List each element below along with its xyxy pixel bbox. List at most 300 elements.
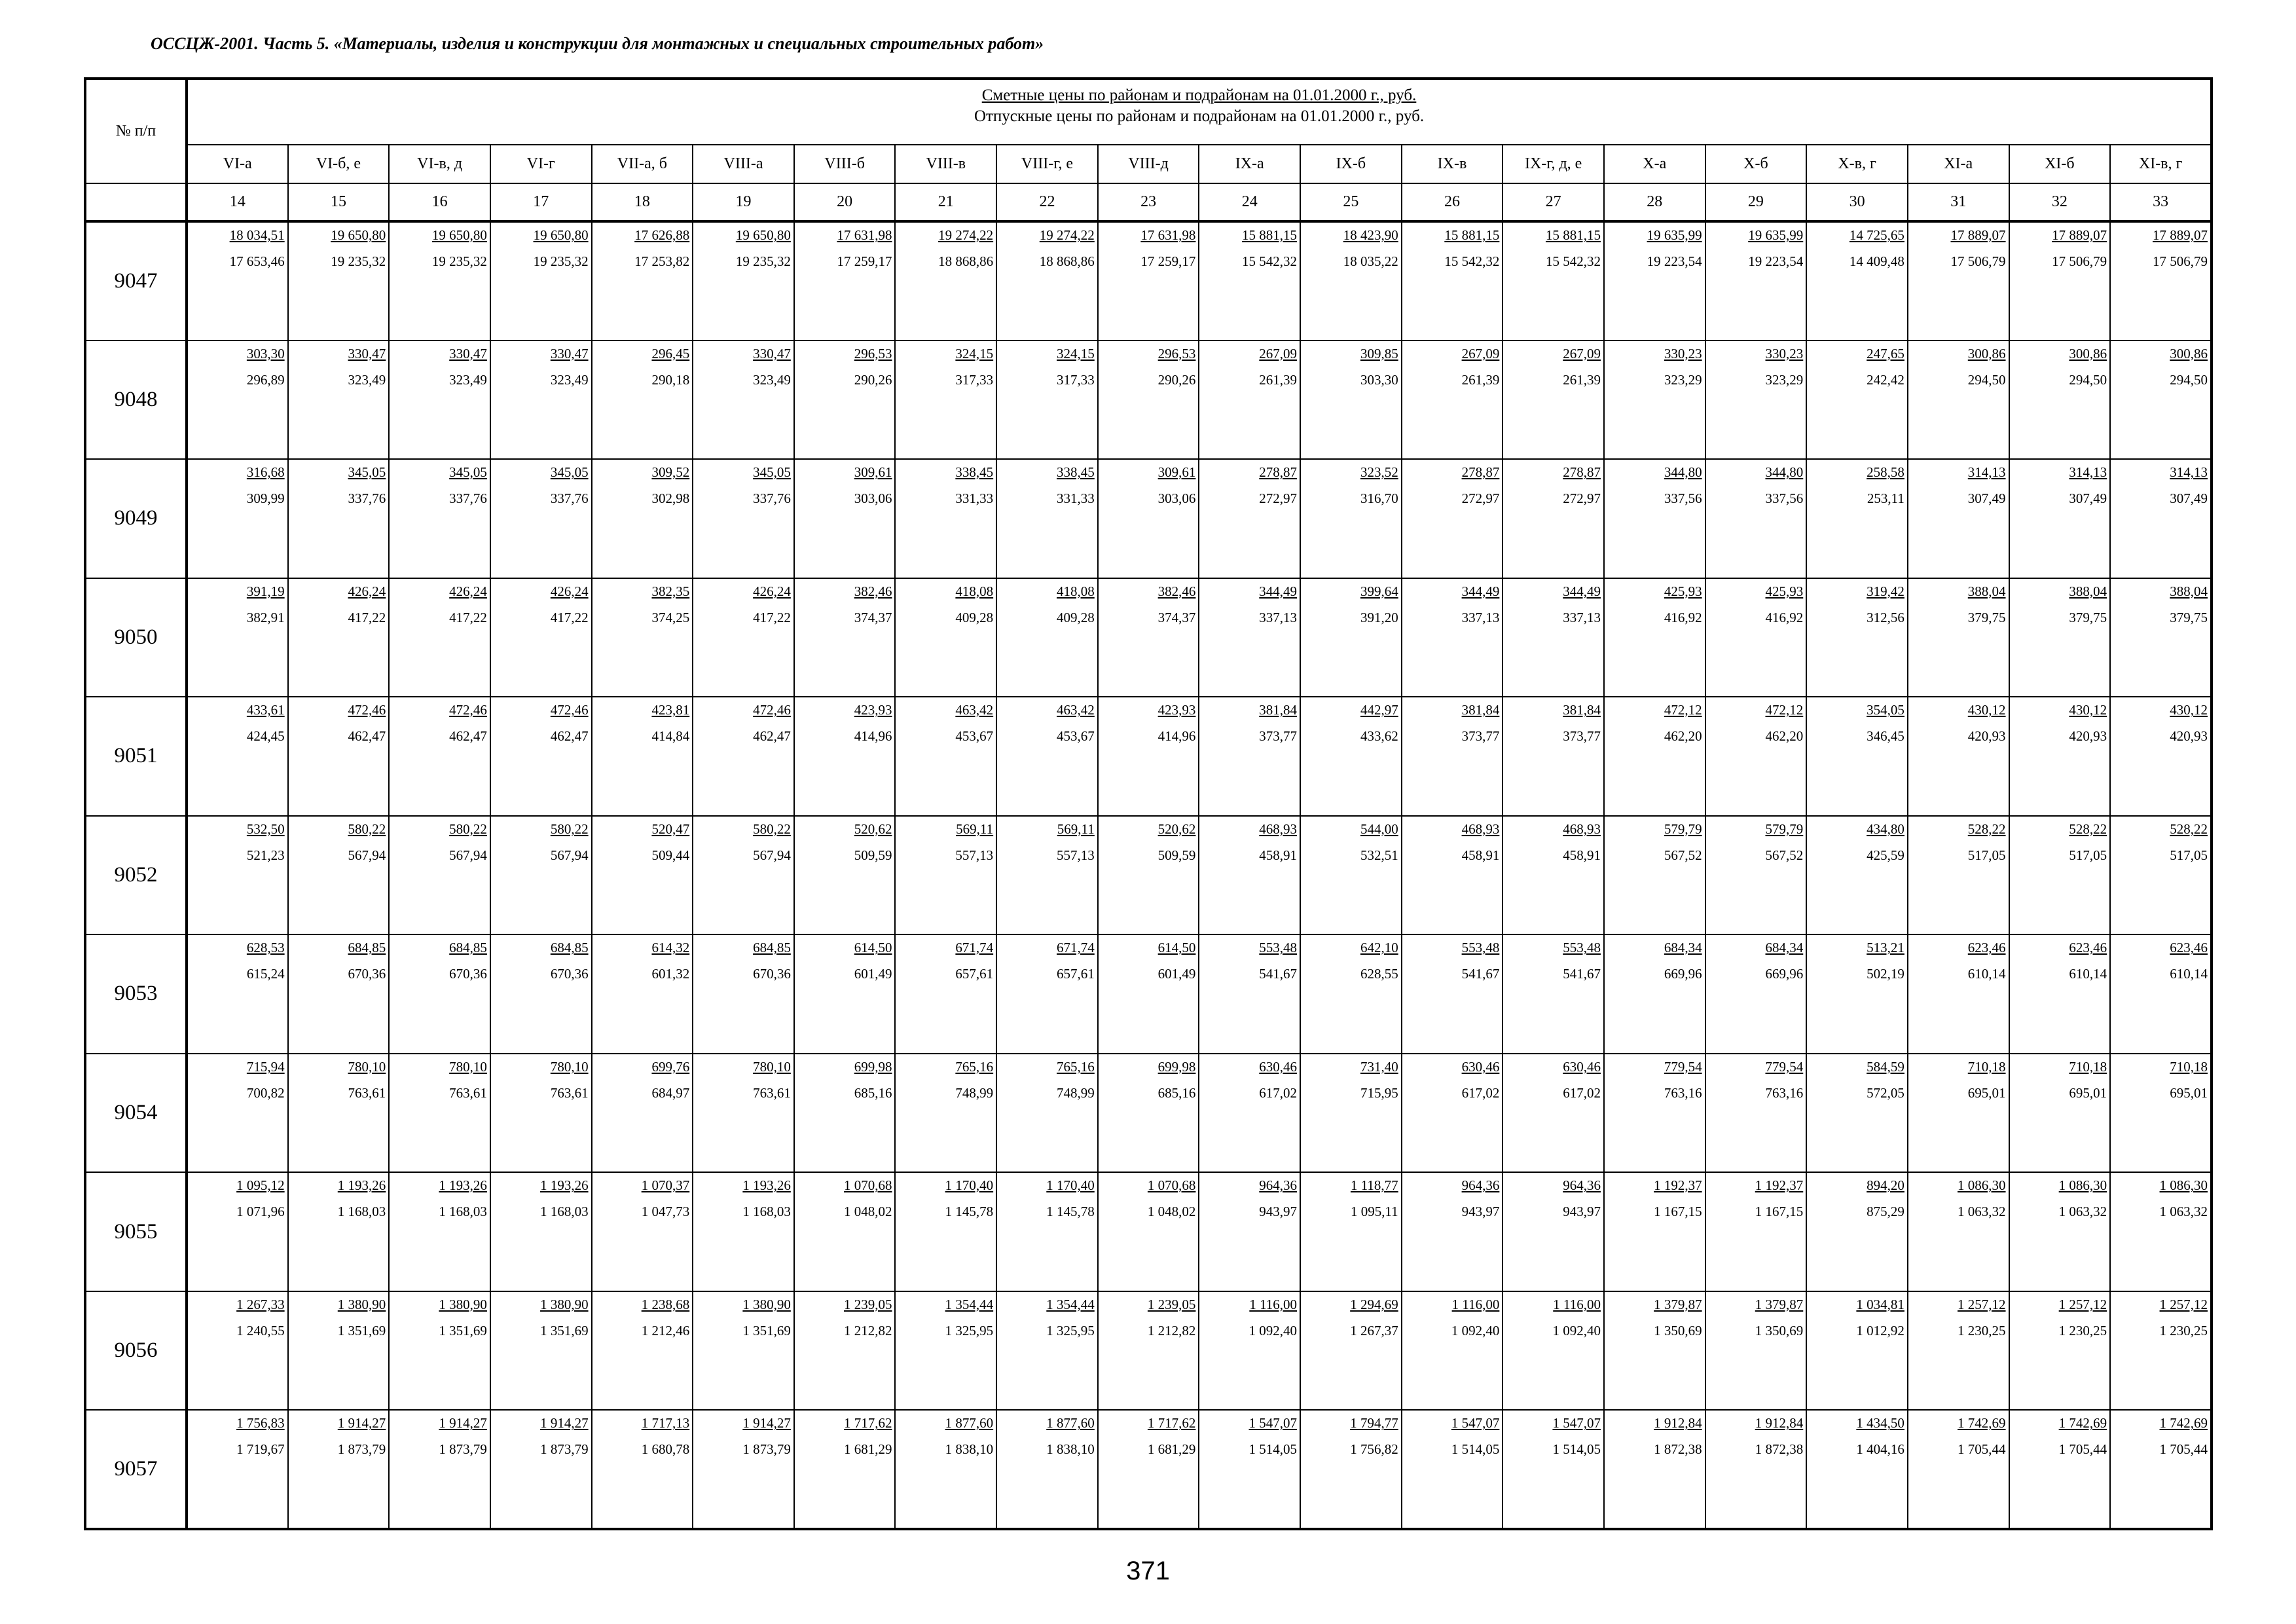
price-cell xyxy=(794,341,896,460)
price-cell xyxy=(2009,1172,2111,1291)
price-cell xyxy=(592,1410,693,1529)
price-cell xyxy=(1604,1291,1705,1411)
table-row xyxy=(85,1291,2212,1411)
price-cell xyxy=(1402,221,1503,341)
estimate-price: 684,85 xyxy=(449,940,487,956)
region-header: VI-в, д xyxy=(389,145,490,183)
estimate-price: 780,10 xyxy=(753,1058,791,1075)
release-price: 379,75 xyxy=(1967,609,2006,625)
release-price: 290,26 xyxy=(854,371,892,388)
price-cell xyxy=(389,1410,490,1529)
estimate-price: 1 794,77 xyxy=(1350,1415,1398,1431)
estimate-price: 1 379,87 xyxy=(1654,1296,1702,1312)
release-price: 1 240,55 xyxy=(236,1322,285,1338)
estimate-price: 316,68 xyxy=(246,464,285,481)
release-price: 541,67 xyxy=(1259,966,1298,982)
release-price: 309,99 xyxy=(246,490,285,507)
estimate-price: 19 274,22 xyxy=(938,227,994,243)
column-number: 29 xyxy=(1705,183,1807,221)
price-cell xyxy=(1705,816,1807,935)
price-cell xyxy=(187,459,288,578)
estimate-price: 19 635,99 xyxy=(1647,227,1702,243)
release-price: 763,61 xyxy=(348,1084,386,1101)
release-price: 374,37 xyxy=(1157,609,1196,625)
price-cell xyxy=(1705,459,1807,578)
release-price: 670,36 xyxy=(550,966,589,982)
price-cell xyxy=(490,1172,592,1291)
estimate-price: 17 889,07 xyxy=(2153,227,2208,243)
price-cell xyxy=(2009,459,2111,578)
estimate-price: 426,24 xyxy=(753,583,791,599)
estimate-price: 19 650,80 xyxy=(431,227,487,243)
release-price: 1 092,40 xyxy=(1451,1322,1500,1338)
price-cell xyxy=(1402,578,1503,697)
release-price: 657,61 xyxy=(955,966,994,982)
estimate-price: 345,05 xyxy=(449,464,487,481)
price-cell xyxy=(1705,1054,1807,1173)
release-price: 331,33 xyxy=(955,490,994,507)
price-cell xyxy=(1402,1054,1503,1173)
estimate-price: 528,22 xyxy=(2170,821,2208,837)
release-price: 1 092,40 xyxy=(1552,1322,1601,1338)
table-row xyxy=(85,1054,2212,1173)
price-cell xyxy=(1199,459,1300,578)
price-cell xyxy=(1705,578,1807,697)
release-price: 943,97 xyxy=(1461,1204,1500,1220)
price-cell xyxy=(1705,1172,1807,1291)
price-cell xyxy=(2110,697,2212,816)
price-cell xyxy=(996,221,1098,341)
release-price: 1 351,69 xyxy=(742,1322,791,1338)
price-cell xyxy=(1908,459,2009,578)
price-cell xyxy=(1705,221,1807,341)
release-price: 303,06 xyxy=(1157,490,1196,507)
price-cell xyxy=(288,816,390,935)
release-price: 684,97 xyxy=(651,1084,690,1101)
estimate-price: 630,46 xyxy=(1461,1058,1500,1075)
price-cell xyxy=(288,578,390,697)
estimate-price: 1 877,60 xyxy=(945,1415,994,1431)
release-price: 1 705,44 xyxy=(1958,1441,2006,1458)
release-price: 517,05 xyxy=(2069,847,2107,863)
release-price: 307,49 xyxy=(2069,490,2107,507)
estimate-price: 423,93 xyxy=(854,702,892,718)
estimate-price: 614,32 xyxy=(651,940,690,956)
price-cell xyxy=(1806,1172,1908,1291)
price-cell xyxy=(2110,221,2212,341)
release-price: 458,91 xyxy=(1259,847,1298,863)
price-cell xyxy=(1402,1410,1503,1529)
release-price: 462,47 xyxy=(348,728,386,745)
release-price: 670,36 xyxy=(348,966,386,982)
release-price: 307,49 xyxy=(2170,490,2208,507)
release-price: 695,01 xyxy=(2069,1084,2107,1101)
estimate-price: 434,80 xyxy=(1867,821,1904,837)
release-price: 379,75 xyxy=(2170,609,2208,625)
price-cell xyxy=(490,1410,592,1529)
price-cell xyxy=(592,1172,693,1291)
price-cell xyxy=(1604,578,1705,697)
price-cell xyxy=(996,934,1098,1054)
release-price: 272,97 xyxy=(1461,490,1500,507)
release-price: 424,45 xyxy=(246,728,285,745)
release-price: 462,47 xyxy=(449,728,487,745)
estimate-price: 382,46 xyxy=(854,583,892,599)
price-cell xyxy=(1503,1291,1604,1411)
price-cell xyxy=(1098,1291,1199,1411)
release-price: 1 838,10 xyxy=(945,1441,994,1458)
estimate-price: 1 170,40 xyxy=(1046,1177,1095,1194)
release-price: 458,91 xyxy=(1461,847,1500,863)
price-cell xyxy=(1199,1054,1300,1173)
estimate-price: 468,93 xyxy=(1259,821,1298,837)
price-cell xyxy=(389,221,490,341)
estimate-price: 19 650,80 xyxy=(331,227,386,243)
row-number: 9055 xyxy=(85,1172,187,1291)
estimate-price: 330,23 xyxy=(1664,345,1702,361)
price-cell xyxy=(1503,816,1604,935)
price-cell xyxy=(1908,697,2009,816)
price-cell xyxy=(1300,1410,1402,1529)
release-price: 1 680,78 xyxy=(641,1441,690,1458)
release-price: 17 506,79 xyxy=(1950,253,2006,269)
price-cell xyxy=(389,341,490,460)
price-cell xyxy=(1604,1172,1705,1291)
estimate-price: 15 881,15 xyxy=(1545,227,1601,243)
release-price: 462,47 xyxy=(753,728,791,745)
price-cell xyxy=(794,578,896,697)
price-cell xyxy=(592,341,693,460)
price-cell xyxy=(2110,459,2212,578)
release-price: 1 095,11 xyxy=(1350,1204,1398,1220)
price-cell xyxy=(794,221,896,341)
price-cell xyxy=(1199,1172,1300,1291)
price-cell xyxy=(895,1172,996,1291)
release-price: 15 542,32 xyxy=(1444,253,1500,269)
release-price: 323,49 xyxy=(449,371,487,388)
price-cell xyxy=(187,578,288,697)
estimate-price: 278,87 xyxy=(1563,464,1601,481)
price-cell xyxy=(2009,1291,2111,1411)
estimate-price: 1 354,44 xyxy=(1046,1296,1095,1312)
estimate-price: 671,74 xyxy=(955,940,994,956)
price-cell xyxy=(1908,1410,2009,1529)
release-price: 567,94 xyxy=(550,847,589,863)
price-cell xyxy=(1908,341,2009,460)
release-price: 19 235,32 xyxy=(533,253,589,269)
estimate-price: 267,09 xyxy=(1259,345,1298,361)
estimate-price: 684,85 xyxy=(753,940,791,956)
release-price: 763,16 xyxy=(1664,1084,1702,1101)
price-cell xyxy=(794,697,896,816)
release-price: 1 873,79 xyxy=(337,1441,386,1458)
price-cell xyxy=(1098,1172,1199,1291)
price-cell xyxy=(1503,221,1604,341)
table-row xyxy=(85,1410,2212,1529)
price-cell xyxy=(996,1172,1098,1291)
release-price: 409,28 xyxy=(1057,609,1095,625)
price-cell xyxy=(1705,934,1807,1054)
release-price: 458,91 xyxy=(1563,847,1601,863)
column-number: 16 xyxy=(389,183,490,221)
estimate-price: 1 756,83 xyxy=(236,1415,285,1431)
release-price: 685,16 xyxy=(1157,1084,1196,1101)
estimate-price: 300,86 xyxy=(1967,345,2006,361)
price-cell xyxy=(1806,934,1908,1054)
release-price: 567,94 xyxy=(753,847,791,863)
estimate-price: 584,59 xyxy=(1867,1058,1904,1075)
release-price: 294,50 xyxy=(2170,371,2208,388)
release-price: 417,22 xyxy=(449,609,487,625)
row-number: 9047 xyxy=(85,221,187,341)
price-cell xyxy=(1199,1410,1300,1529)
release-price: 1 838,10 xyxy=(1046,1441,1095,1458)
price-cell xyxy=(1806,697,1908,816)
estimate-price: 1 914,27 xyxy=(742,1415,791,1431)
estimate-price: 1 912,84 xyxy=(1755,1415,1804,1431)
price-cell xyxy=(1908,578,2009,697)
estimate-price: 382,35 xyxy=(651,583,690,599)
price-cell xyxy=(2110,341,2212,460)
estimate-price: 623,46 xyxy=(2170,940,2208,956)
release-price: 1 873,79 xyxy=(540,1441,589,1458)
estimate-price: 710,18 xyxy=(2069,1058,2107,1075)
release-price: 17 506,79 xyxy=(2052,253,2107,269)
estimate-price: 381,84 xyxy=(1461,702,1500,718)
estimate-price: 463,42 xyxy=(955,702,994,718)
estimate-price: 324,15 xyxy=(955,345,994,361)
release-price: 420,93 xyxy=(2069,728,2107,745)
price-cell xyxy=(288,1054,390,1173)
estimate-price: 300,86 xyxy=(2069,345,2107,361)
estimate-price: 314,13 xyxy=(2170,464,2208,481)
release-price: 261,39 xyxy=(1461,371,1500,388)
estimate-price: 569,11 xyxy=(956,821,994,837)
region-header: X-а xyxy=(1604,145,1705,183)
price-cell xyxy=(1503,697,1604,816)
column-number: 22 xyxy=(996,183,1098,221)
price-cell xyxy=(996,816,1098,935)
price-cell xyxy=(592,1291,693,1411)
release-price: 763,61 xyxy=(753,1084,791,1101)
estimate-price: 354,05 xyxy=(1867,702,1904,718)
release-price: 1 719,67 xyxy=(236,1441,285,1458)
estimate-price: 330,23 xyxy=(1765,345,1804,361)
release-price: 601,49 xyxy=(854,966,892,982)
price-cell xyxy=(1908,1172,2009,1291)
release-price: 17 259,17 xyxy=(1140,253,1196,269)
price-cell xyxy=(1402,697,1503,816)
estimate-price: 623,46 xyxy=(2069,940,2107,956)
column-number: 31 xyxy=(1908,183,2009,221)
price-cell xyxy=(1402,341,1503,460)
estimate-price: 580,22 xyxy=(348,821,386,837)
release-price: 517,05 xyxy=(1967,847,2006,863)
price-cell xyxy=(187,1172,288,1291)
estimate-price: 1 238,68 xyxy=(641,1296,690,1312)
release-price: 695,01 xyxy=(1967,1084,2006,1101)
price-cell xyxy=(1300,578,1402,697)
release-price: 323,49 xyxy=(753,371,791,388)
price-cell xyxy=(1604,221,1705,341)
release-price: 323,49 xyxy=(550,371,589,388)
row-number: 9052 xyxy=(85,816,187,935)
estimate-price: 388,04 xyxy=(2170,583,2208,599)
price-cell xyxy=(1098,816,1199,935)
price-cell xyxy=(2009,578,2111,697)
price-cell xyxy=(1806,1054,1908,1173)
release-price: 748,99 xyxy=(955,1084,994,1101)
estimate-price: 442,97 xyxy=(1360,702,1398,718)
release-price: 337,13 xyxy=(1461,609,1500,625)
row-number: 9054 xyxy=(85,1054,187,1173)
release-price: 1 351,69 xyxy=(540,1322,589,1338)
release-price: 1 325,95 xyxy=(945,1322,994,1338)
price-cell xyxy=(1705,697,1807,816)
release-price: 1 145,78 xyxy=(1046,1204,1095,1220)
release-price: 1 350,69 xyxy=(1755,1322,1804,1338)
region-header: VIII-а xyxy=(693,145,794,183)
estimate-price: 513,21 xyxy=(1867,940,1904,956)
release-price: 416,92 xyxy=(1664,609,1702,625)
column-number: 24 xyxy=(1199,183,1300,221)
price-cell xyxy=(389,1054,490,1173)
price-cell xyxy=(1098,697,1199,816)
price-cell xyxy=(1806,459,1908,578)
release-price: 670,36 xyxy=(449,966,487,982)
price-table xyxy=(84,77,2213,1530)
estimate-price: 780,10 xyxy=(348,1058,386,1075)
release-price: 296,89 xyxy=(246,371,285,388)
release-price: 1 873,79 xyxy=(439,1441,487,1458)
price-cell xyxy=(187,1291,288,1411)
price-cell xyxy=(1503,459,1604,578)
estimate-price: 684,34 xyxy=(1765,940,1804,956)
price-cell xyxy=(389,459,490,578)
release-price: 670,36 xyxy=(753,966,791,982)
estimate-price: 399,64 xyxy=(1360,583,1398,599)
release-price: 567,94 xyxy=(449,847,487,863)
release-price: 1 230,25 xyxy=(2058,1322,2107,1338)
estimate-price: 1 116,00 xyxy=(1451,1296,1500,1312)
price-cell xyxy=(288,459,390,578)
estimate-price: 433,61 xyxy=(246,702,285,718)
estimate-price: 1 914,27 xyxy=(540,1415,589,1431)
region-header: VII-а, б xyxy=(592,145,693,183)
region-header: VIII-г, е xyxy=(996,145,1098,183)
price-cell xyxy=(1098,221,1199,341)
region-header: VI-б, е xyxy=(288,145,390,183)
estimate-price: 580,22 xyxy=(550,821,589,837)
price-cell xyxy=(1300,816,1402,935)
release-price: 1 705,44 xyxy=(2159,1441,2208,1458)
estimate-price: 344,49 xyxy=(1259,583,1298,599)
row-number: 9049 xyxy=(85,459,187,578)
estimate-price: 1 547,07 xyxy=(1248,1415,1298,1431)
release-price: 312,56 xyxy=(1867,609,1904,625)
release-price: 374,37 xyxy=(854,609,892,625)
estimate-price: 544,00 xyxy=(1360,821,1398,837)
release-price: 417,22 xyxy=(753,609,791,625)
estimate-price: 14 725,65 xyxy=(1849,227,1904,243)
price-cell xyxy=(895,1054,996,1173)
region-header: XI-б xyxy=(2009,145,2111,183)
release-price: 425,59 xyxy=(1867,847,1904,863)
column-number: 28 xyxy=(1604,183,1705,221)
price-cell xyxy=(1705,341,1807,460)
estimate-price: 330,47 xyxy=(449,345,487,361)
estimate-price: 19 635,99 xyxy=(1748,227,1804,243)
estimate-price: 1 267,33 xyxy=(236,1296,285,1312)
region-header: VIII-в xyxy=(895,145,996,183)
price-cell xyxy=(1300,1054,1402,1173)
release-price: 379,75 xyxy=(2069,609,2107,625)
price-cell xyxy=(1098,459,1199,578)
release-price: 272,97 xyxy=(1563,490,1601,507)
estimate-price: 1 095,12 xyxy=(236,1177,285,1194)
price-cell xyxy=(1402,1291,1503,1411)
region-header: X-б xyxy=(1705,145,1807,183)
release-price: 373,77 xyxy=(1461,728,1500,745)
release-price: 763,16 xyxy=(1765,1084,1804,1101)
column-number: 20 xyxy=(794,183,896,221)
release-price: 1 514,05 xyxy=(1248,1441,1298,1458)
document-header: ОССЦЖ-2001. Часть 5. «Материалы, изделия и конструкции для монтажных и специальных строительных работ» xyxy=(151,34,1044,53)
release-price: 1 230,25 xyxy=(1958,1322,2006,1338)
estimate-price: 1 116,00 xyxy=(1553,1296,1601,1312)
price-cell xyxy=(1705,1410,1807,1529)
release-price: 417,22 xyxy=(348,609,386,625)
release-price: 382,91 xyxy=(246,609,285,625)
estimate-price: 553,48 xyxy=(1259,940,1298,956)
estimate-price: 684,85 xyxy=(348,940,386,956)
table-row xyxy=(85,221,2212,341)
price-cell xyxy=(1604,816,1705,935)
price-cell xyxy=(996,459,1098,578)
estimate-price: 1 070,68 xyxy=(1147,1177,1196,1194)
estimate-price: 1 717,62 xyxy=(843,1415,892,1431)
price-cell xyxy=(490,816,592,935)
estimate-price: 278,87 xyxy=(1259,464,1298,481)
estimate-price: 1 434,50 xyxy=(1856,1415,1904,1431)
estimate-price: 468,93 xyxy=(1563,821,1601,837)
price-cell xyxy=(490,578,592,697)
estimate-price: 1 116,00 xyxy=(1249,1296,1298,1312)
price-cell xyxy=(288,1172,390,1291)
release-price: 261,39 xyxy=(1259,371,1298,388)
price-cell xyxy=(288,341,390,460)
price-cell xyxy=(490,221,592,341)
price-cell xyxy=(996,341,1098,460)
price-cell xyxy=(996,578,1098,697)
release-price: 615,24 xyxy=(246,966,285,982)
estimate-price: 17 631,98 xyxy=(1140,227,1196,243)
estimate-price: 472,46 xyxy=(449,702,487,718)
estimate-price: 1 239,05 xyxy=(1147,1296,1196,1312)
estimate-price: 1 034,81 xyxy=(1856,1296,1904,1312)
estimate-price: 765,16 xyxy=(1057,1058,1095,1075)
release-price: 610,14 xyxy=(1967,966,2006,982)
price-cell xyxy=(2110,578,2212,697)
estimate-price: 1 877,60 xyxy=(1046,1415,1095,1431)
price-cell xyxy=(1199,221,1300,341)
estimate-price: 19 650,80 xyxy=(533,227,589,243)
estimate-price: 426,24 xyxy=(449,583,487,599)
release-price: 1 048,02 xyxy=(843,1204,892,1220)
price-cell xyxy=(794,1054,896,1173)
release-price: 453,67 xyxy=(955,728,994,745)
price-cell xyxy=(592,934,693,1054)
